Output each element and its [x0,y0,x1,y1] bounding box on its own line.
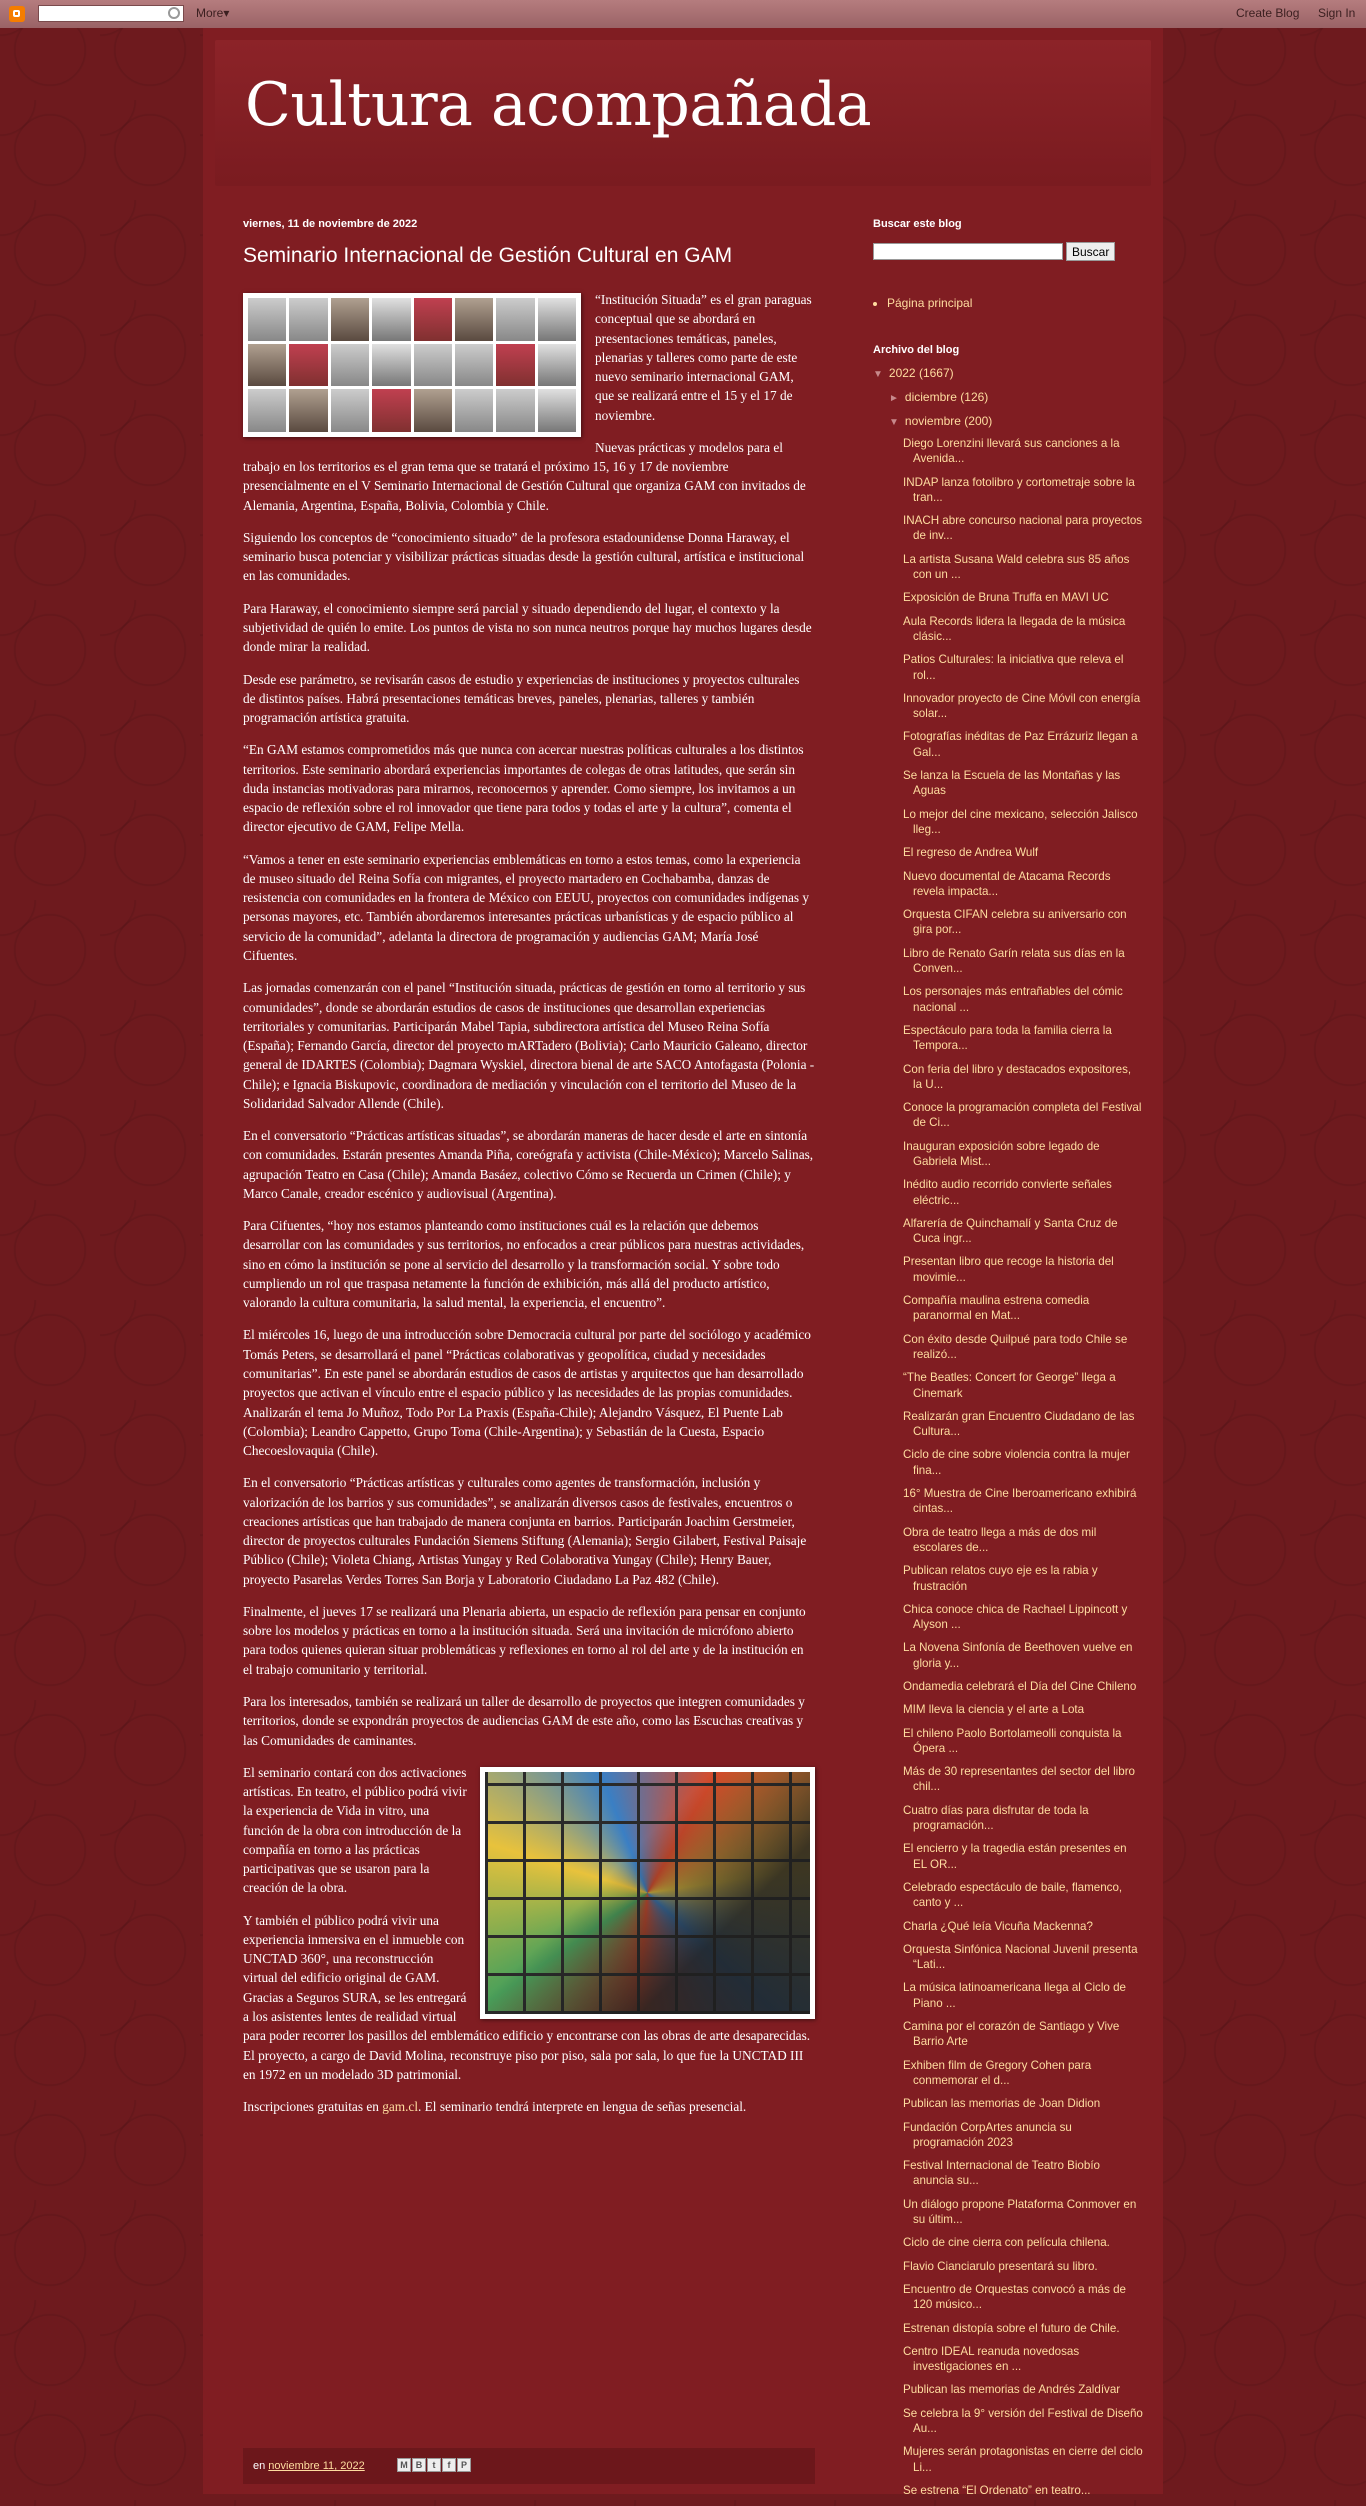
post-paragraph: Siguiendo los conceptos de “conocimiento situado” de la profesora estadounidense Donna Haraway, el seminario busca potenciar y visibilizar prácticas situadas desde la gestión cultural, artística e institucional en las comunidades. [243,529,805,584]
archive-post-link[interactable]: Chica conoce chica de Rachael Lippincott y Alyson ... [903,1602,1128,1632]
vr-glasses-photo[interactable] [480,1767,815,2019]
post-paragraph: “Vamos a tener en este seminario experiencias emblemáticas en torno a estos temas, como la experiencia de museo situado del Reina Sofía con migrantes, el proyecto martadero en Cochabamba, danzas de resistencia con comunidades en la frontera de México con EEUU, proyectos con comunidades indígenas y personas mayores, etc. También abordaremos interesantes prácticas urbanísticas y de espacio público al servicio de la comunidad”, adelanta la directora de programación y audiencias GAM; María José Cifuentes. [243,851,810,963]
archive-post-link[interactable]: Publican relatos cuyo eje es la rabia y frustración [903,1564,1098,1593]
blogger-navbar [0,0,1366,28]
archive-post-link[interactable]: MIM lleva la ciencia y el arte a Lota [903,1703,1085,1717]
archive-post-link[interactable]: INACH abre concurso nacional para proyectos de inv... [903,514,1143,543]
page-link-home[interactable]: • Página principal [887,296,1143,310]
archive-post-link[interactable]: Orquesta CIFAN celebra su aniversario con gira por... [903,908,1127,937]
archive-year-2022[interactable]: ▼ 2022 (1667) [873,366,954,380]
post-paragraph: Para Haraway, el conocimiento siempre será parcial y situado dependiendo del lugar, el contexto y la subjetividad de quién lo emite. Los puntos de vista no son nunca neutros porque hay muchos lugares desde donde mirar la realidad. [243,600,812,655]
archive-post-link[interactable]: El encierro y la tragedia están presentes en EL OR... [903,1842,1127,1871]
archive-post-link[interactable]: El chileno Paolo Bortolameolli conquista la Ópera ... [903,1726,1122,1755]
post-body [243,290,815,2129]
navbar-search-input[interactable] [38,5,184,22]
archive-post-link[interactable]: Estrenan distopía sobre el futuro de Chile. [903,2321,1120,2335]
archive-post-link[interactable]: Nuevo documental de Atacama Records revela impacta... [903,869,1111,898]
archive-post-link[interactable]: Inauguran exposición sobre legado de Gabriela Mist... [903,1139,1100,1168]
archive-post-link[interactable]: Con éxito desde Quilpué para todo Chile se realizó... [903,1332,1128,1361]
archive-post-link[interactable]: Ciclo de cine cierra con película chilena. [903,2236,1110,2250]
post-paragraph: En el conversatorio “Prácticas artísticas situadas”, se abordarán maneras de hacer desde el arte en sintonía con comunidades. Estarán presentes Amanda Piña, coreógrafa y activista (Chile-México); Marcelo Salinas, agrupación Teatro en Casa (Chile); Amanda Basáez, colectivo Cómo se Recuerda un Crimen (Chile); y Marco Canale, creador escénico y audiovisual (Argentina). [243,1128,814,1201]
archive-post-link[interactable]: Se lanza la Escuela de las Montañas y las Aguas [903,769,1121,798]
archive-post-link[interactable]: Orquesta Sinfónica Nacional Juvenil presenta “Lati... [903,1942,1138,1972]
archive-post-link[interactable]: Camina por el corazón de Santiago y Vive Barrio Arte [903,2020,1120,2049]
post-paragraph: Para los interesados, también se realizará un taller de desarrollo de proyectos que integren comunidades y territorios, donde se expondrán proyectos de audiencias GAM de este año, como las Escuchas creativas y las Comunidades de caminantes. [243,1694,805,1748]
archive-post-link[interactable]: Fundación CorpArtes anuncia su programación 2023 [903,2120,1072,2149]
search-icon[interactable] [168,7,180,19]
archive-post-link[interactable]: Publican las memorias de Joan Didion [903,2097,1101,2111]
archive-post-link[interactable]: Lo mejor del cine mexicano, selección Jalisco lleg... [903,807,1138,836]
archive-month-diciembre[interactable]: ► diciembre (126) [889,390,989,404]
search-widget-heading: Buscar este blog [873,218,962,230]
archive-post-link[interactable]: Realizarán gran Encuentro Ciudadano de las Cultura... [903,1409,1135,1439]
archive-post-link[interactable]: Exposición de Bruna Truffa en MAVI UC [903,591,1109,605]
archive-post-link[interactable]: Flavio Cianciarulo presentará su libro. [903,2259,1098,2273]
archive-post-link[interactable]: Con feria del libro y destacados expositores, la U... [903,1062,1132,1091]
archive-post-link[interactable]: Exhiben film de Gregory Cohen para conmemorar el d... [903,2058,1092,2087]
archive-post-link[interactable]: La artista Susana Wald celebra sus 85 años con un ... [903,552,1130,582]
post-title[interactable]: Seminario Internacional de Gestión Cultural en GAM [243,244,733,267]
post-date: viernes, 11 de noviembre de 2022 [243,218,418,230]
expand-right-icon[interactable]: ► [889,393,899,404]
archive-post-link[interactable]: Inédito audio recorrido convierte señales eléctric... [903,1178,1112,1207]
archive-post-link[interactable]: Ondamedia celebrará el Día del Cine Chileno [903,1680,1137,1693]
archive-posts-list [873,436,1143,2498]
archive-post-link[interactable]: Se celebra la 9° versión del Festival de Diseño Au... [903,2406,1143,2435]
post-paragraph: El seminario contará con dos activaciones artísticas. En teatro, el público podrá vivir la experiencia de Vida in vitro, una función de la obra con introducción de la compañía en torno a las prácticas participativas que se usaron para la creación de la obra. [243,1764,467,1896]
post-paragraph: Y también el público podrá vivir una experiencia inmersiva en el inmueble con UNCTAD 360°, una reconstrucción virtual del edificio original de GAM. [243,1912,465,1986]
archive-heading: Archivo del blog [873,344,960,356]
archive-post-link[interactable]: Encuentro de Orquestas convocó a más de 120 músico... [903,2282,1126,2312]
post-paragraph: El miércoles 16, luego de una introducción sobre Democracia cultural por parte del sociólogo y académico Tomás Peters, se desarrollará el panel “Prácticas colaborativas y geopolítica, ciudad y necesidades comunitarias”. En este panel se abordarán estudios de casos de artistas y arquitectos que han desarrollado proyectos que activan el vínculo entre el espacio público y las necesidades de las propias comunidades. Analizarán el tema Jo Muñoz, Todo Por La Praxis (España-Chile); Alejandro Vásquez, El Puente Lab (Colombia); Leandro Cappetto, Grupo Toma (Chile-Argentina); y Sebastián de la Cuesta, Espacio Checoeslovaquia (Chile). [243,1327,811,1459]
archive-post-link[interactable]: Patios Culturales: la iniciativa que releva el rol... [903,653,1124,682]
blog-title[interactable]: Cultura acompañada [245,70,872,140]
pages-list [873,296,1143,310]
archive-post-link[interactable]: Ciclo de cine sobre violencia contra la mujer fina... [903,1448,1130,1477]
archive-post-link[interactable]: “The Beatles: Concert for George” llega a Cinemark [903,1371,1116,1400]
post-paragraph: Desde ese parámetro, se revisarán casos de estudio y experiencias de instituciones y proyectos culturales de distintos países. Habrá presentaciones temáticas breves, paneles, plenarias, talleres y también programación artística gratuita. [243,671,800,726]
post-timestamp-link[interactable]: noviembre 11, 2022 [268,2460,365,2472]
create-blog-link[interactable]: Create Blog [1236,6,1300,20]
archive-month-noviembre[interactable]: ▼ noviembre (200) [889,414,993,428]
archive-post-link[interactable]: Celebrado espectáculo de baile, flamenco, canto y ... [903,1880,1123,1910]
archive-post-link[interactable]: Alfarería de Quinchamalí y Santa Cruz de Cuca ingr... [903,1216,1118,1246]
more-menu-button[interactable]: More▾ [196,6,230,20]
blog-main-column [203,28,1163,2497]
archive-post-link[interactable]: Aula Records lidera la llegada de la música clásic... [903,614,1126,643]
archive-post-link[interactable]: Centro IDEAL reanuda novedosas investigaciones en ... [903,2344,1080,2374]
blog-search [873,242,1143,261]
twitter-icon[interactable]: t [427,2458,441,2472]
archive-post-link[interactable]: Compañía maulina estrena comedia paranormal en Mat... [903,1294,1090,1323]
post-footer: en noviembre 11, 2022 M B t f P [243,2448,815,2484]
share-buttons [397,2458,471,2472]
archive-post-link[interactable]: La música latinoamericana llega al Ciclo de Piano ... [903,1981,1126,2010]
post-paragraph: Nuevas prácticas y modelos para el trabajo en los territorios es el gran tema que se tratará el próximo 15, 16 y 17 de noviembre presencialmente en el V Seminario Internacional de Gestión Cultural que organiza GAM con invitados de Alemania, Argentina, España, Bolivia, Colombia y Chile. [243,439,806,513]
speakers-collage-image[interactable] [243,293,581,437]
blog-header [215,40,1151,186]
facebook-icon[interactable]: f [442,2458,456,2472]
post-paragraph: Las jornadas comenzarán con el panel “Institución situada, prácticas de gestión en torno al territorio y sus comunidades”, donde se abordarán estudios de casos de instituciones que desarrollan experiencias territoriales y comunitarias. Participarán Mabel Tapia, subdirectora artística del Museo Reina Sofía (España); Fernando García, director del proyecto mARTadero (Bolivia); Carlo Mauricio Galeano, director general de IDARTES (Colombia); Dagmara Wyskiel, directora bienal de arte SACO Antofagasta (Polonia - Chile); e Ignacia Biskupovic, coordinadora de mediación y vinculación con el territorio del Museo de la Solidaridad Salvador Allende (Chile). [243,980,815,1111]
archive-post-link[interactable]: Publican las memorias de Andrés Zaldívar [903,2383,1121,2397]
archive-post-link[interactable]: La Novena Sinfonía de Beethoven vuelve en gloria y... [903,1641,1133,1670]
pinterest-icon[interactable]: P [457,2458,471,2472]
archive-post-link[interactable]: Los personajes más entrañables del cómic nacional ... [903,985,1123,1014]
archive-post-link[interactable]: Un diálogo propone Plataforma Conmover en su últim... [903,2197,1137,2227]
archive-post-link[interactable]: Festival Internacional de Teatro Biobío anuncia su... [903,2159,1100,2188]
post-paragraph-last: Inscripciones gratuitas en gam.cl. El seminario tendrá interprete en lengua de señas presencial. [243,2099,747,2115]
post-paragraph: Gracias a Seguros SURA, se les entregará a los asistentes lentes de realidad virtual para poder recorrer los pasillos del emblemático edificio y encontrarse con las obras de arte desaparecidas. El proyecto, a cargo de David Molina, reconstruye piso por piso, sala por sala, lo que fue la UNCTAD III en 1972 en un modelado 3D patrimonial. [243,1989,811,2082]
blog-search-input[interactable] [873,243,1063,260]
archive-post-link[interactable]: Charla ¿Qué leía Vicuña Mackenna? [903,1919,1093,1933]
post-paragraph: Para Cifuentes, “hoy nos estamos planteando como instituciones cuál es la relación que debemos desarrollar con las comunidades y sus territorios, no enfocados a crear públicos para nuestras actividades, sino en cómo la institución se pone al servicio del desarrollo y la transformación social. Y sobre todo cumpliendo un rol que traspasa netamente la función de exhibición, más allá del producto artístico, valorando la cultura comunitaria, la salud mental, la experiencia, el encuentro”. [243,1218,805,1311]
archive-post-link[interactable]: Cuatro días para disfrutar de toda la programación... [903,1803,1089,1833]
archive-post-link[interactable]: Libro de Renato Garín relata sus días en la Conven... [903,946,1125,976]
archive-post-link[interactable]: Fotografías inéditas de Paz Errázuriz llegan a Gal... [903,730,1138,759]
archive-post-link[interactable]: El regreso de Andrea Wulf [903,846,1039,860]
blogthis-icon[interactable]: B [412,2458,426,2472]
sign-in-link[interactable]: Sign In [1318,6,1356,20]
search-button[interactable]: Buscar [1066,242,1115,261]
archive-post-link[interactable]: Espectáculo para toda la familia cierra la Tempora... [903,1023,1112,1053]
expand-down-icon[interactable]: ▼ [889,417,899,428]
archive-post-link[interactable]: Diego Lorenzini llevará sus canciones a la Avenida... [903,437,1120,466]
post-paragraph: Finalmente, el jueves 17 se realizará una Plenaria abierta, un espacio de reflexión para pensar en conjunto sobre los modelos y prácticas en torno a la institución situada. Será una invitación de micrófono abierto para todos quienes quieran situar problemáticas y reflexiones en torno al rol del arte y de la institución en el trabajo comunitario y territorial. [243,1603,806,1677]
gam-link[interactable]: gam.cl [382,2099,419,2115]
archive-post-link[interactable]: Obra de teatro llega a más de dos mil escolares de... [903,1525,1097,1554]
archive-post-link[interactable]: Mujeres serán protagonistas en cierre del ciclo Li... [903,2445,1143,2474]
expand-down-icon[interactable]: ▼ [873,369,883,380]
archive-post-link[interactable]: Presentan libro que recoge la historia del movimie... [903,1255,1114,1284]
post-paragraph: En el conversatorio “Prácticas artísticas y culturales como agentes de transformación, inclusión y valorización de los barrios y sus comunidades”, se analizarán diversos casos de festivales, encuentros o creaciones artísticas que han trabajado de manera conjunta en barrios. Participarán Joachim Gerstmeier, director de proyectos culturales Fundación Siemens Stiftung (Alemania); Sergio Gilabert, Festival Paisaje Público (Chile); Violeta Chiang, Artistas Yungay y Red Colaborativa Yungay (Chile); Henry Bauer, proyecto Pasarelas Verdes Torres San Borja y Laboratorio Ciudadano La Paz 482 (Chile). [243,1475,807,1587]
archive-post-link[interactable]: Se estrena “El Ordenato” en teatro... [903,2483,1091,2497]
archive-post-link[interactable]: Innovador proyecto de Cine Móvil con energía solar... [903,691,1141,721]
post-paragraph: “Institución Situada” es el gran paraguas conceptual que se abordará en presentaciones temáticas, paneles, plenarias y talleres como parte de este nuevo seminario internacional GAM, que se realizará entre el 15 y el 17 de noviembre. [595,292,812,423]
archive-post-link[interactable]: Más de 30 representantes del sector del libro chil... [903,1765,1136,1794]
archive-post-link[interactable]: Conoce la programación completa del Festival de Ci... [903,1101,1142,1130]
archive-post-link[interactable]: INDAP lanza fotolibro y cortometraje sobre la tran... [903,475,1135,504]
blogger-logo-icon[interactable] [9,6,25,22]
post-paragraph: “En GAM estamos comprometidos más que nunca con acercar nuestras políticas culturales a los distintos territorios. Este seminario abordará experiencias importantes de colegas de otras latitudes, que serán sin duda instancias motivadoras para mirarnos, reconocernos y aprender. Como siempre, los invitamos a un espacio de reflexión sobre el rol innovador que tiene para todos y todas el arte y la cultura”, comenta el director ejecutivo de GAM, Felipe Mella. [243,742,804,835]
email-icon[interactable]: M [397,2458,411,2472]
sidebar [873,218,1143,2506]
archive-post-link[interactable]: 16° Muestra de Cine Iberoamericano exhibirá cintas... [903,1487,1137,1516]
